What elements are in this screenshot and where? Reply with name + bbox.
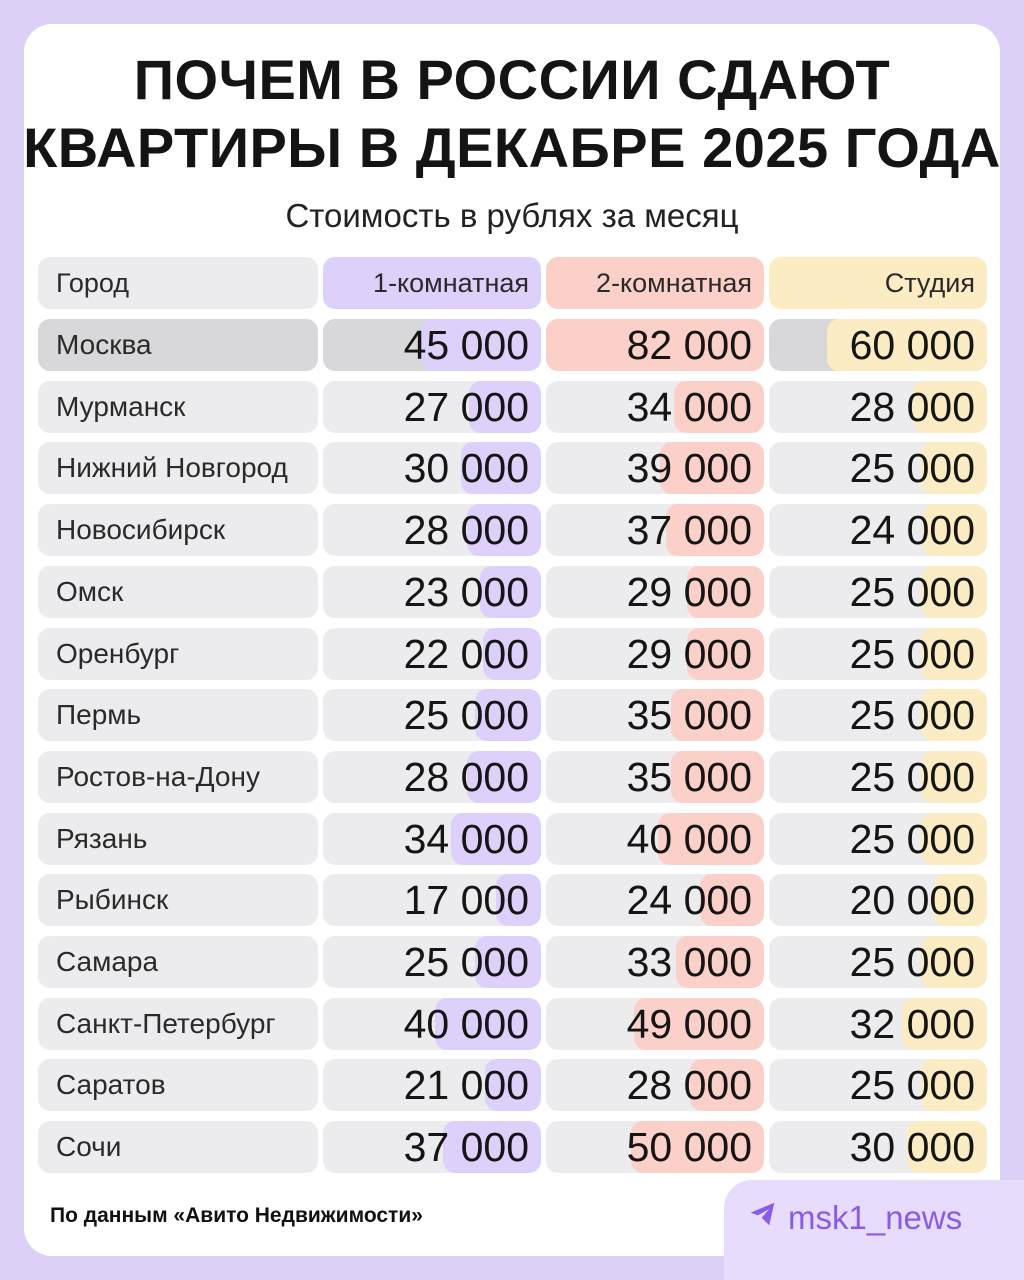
price-cell	[769, 442, 987, 494]
price-value: 49 000	[626, 1001, 752, 1047]
price-value: 17 000	[403, 877, 529, 923]
city-cell	[38, 504, 318, 556]
city-cell	[38, 381, 318, 433]
price-value: 60 000	[849, 322, 975, 368]
price-value: 30 000	[403, 445, 529, 491]
price-cell	[323, 442, 541, 494]
price-cell	[323, 566, 541, 618]
price-cell	[546, 998, 764, 1050]
price-cell	[769, 1059, 987, 1111]
price-cell	[546, 936, 764, 988]
price-cell	[769, 504, 987, 556]
price-value: 29 000	[626, 569, 752, 615]
price-cell	[323, 998, 541, 1050]
price-cell	[546, 751, 764, 803]
price-cell	[769, 751, 987, 803]
price-cell	[323, 874, 541, 926]
price-cell	[323, 1059, 541, 1111]
brand-badge[interactable]	[724, 1180, 1024, 1280]
price-value: 34 000	[403, 816, 529, 862]
title-line-2: КВАРТИРЫ В ДЕКАБРЕ 2025 ГОДА	[23, 116, 1001, 179]
city-name: Самара	[56, 946, 159, 977]
city-name: Мурманск	[56, 391, 186, 422]
city-name: Сочи	[56, 1131, 122, 1162]
price-value: 40 000	[403, 1001, 529, 1047]
price-cell	[546, 381, 764, 433]
price-cell	[769, 566, 987, 618]
price-cell	[769, 319, 987, 371]
price-cell	[546, 566, 764, 618]
price-value: 20 000	[849, 877, 975, 923]
price-cell	[769, 689, 987, 741]
price-value: 25 000	[849, 939, 975, 985]
city-name: Новосибирск	[56, 514, 226, 545]
price-value: 39 000	[626, 445, 752, 491]
price-cell	[769, 936, 987, 988]
price-value: 25 000	[849, 569, 975, 615]
price-value: 25 000	[403, 939, 529, 985]
price-cell	[323, 751, 541, 803]
price-value: 28 000	[403, 507, 529, 553]
price-cell	[323, 628, 541, 680]
city-name: Саратов	[56, 1069, 166, 1100]
telegram-icon	[748, 1199, 778, 1237]
price-value: 25 000	[849, 445, 975, 491]
city-name: Нижний Новгород	[56, 452, 288, 483]
price-cell	[546, 319, 764, 371]
price-cell	[323, 1121, 541, 1173]
price-value: 27 000	[403, 384, 529, 430]
price-value: 30 000	[849, 1124, 975, 1170]
city-cell	[38, 566, 318, 618]
city-cell	[38, 1059, 318, 1111]
price-cell	[546, 689, 764, 741]
price-value: 24 000	[626, 877, 752, 923]
price-cell	[323, 813, 541, 865]
price-value: 82 000	[626, 322, 752, 368]
city-cell	[38, 442, 318, 494]
price-value: 22 000	[403, 631, 529, 677]
price-value: 25 000	[849, 1062, 975, 1108]
price-value: 24 000	[849, 507, 975, 553]
price-cell	[546, 628, 764, 680]
price-value: 37 000	[403, 1124, 529, 1170]
price-cell	[546, 813, 764, 865]
city-cell	[38, 998, 318, 1050]
city-cell	[38, 874, 318, 926]
price-value: 28 000	[626, 1062, 752, 1108]
column-header: 1-комнатная	[323, 257, 541, 309]
price-value: 40 000	[626, 816, 752, 862]
city-cell	[38, 689, 318, 741]
page-title	[0, 46, 1024, 182]
price-cell	[323, 381, 541, 433]
price-value: 25 000	[849, 816, 975, 862]
city-cell	[38, 628, 318, 680]
price-value: 32 000	[849, 1001, 975, 1047]
price-value: 25 000	[403, 692, 529, 738]
price-cell	[769, 628, 987, 680]
city-cell	[38, 751, 318, 803]
price-value: 21 000	[403, 1062, 529, 1108]
price-cell	[323, 504, 541, 556]
city-name: Ростов-на-Дону	[56, 761, 260, 792]
price-cell	[323, 319, 541, 371]
price-cell	[769, 874, 987, 926]
price-value: 25 000	[849, 692, 975, 738]
brand-handle: msk1_news	[788, 1199, 963, 1236]
price-cell	[323, 936, 541, 988]
title-line-1: ПОЧЕМ В РОССИИ СДАЮТ	[133, 48, 891, 111]
city-name: Омск	[56, 576, 124, 607]
price-value: 23 000	[403, 569, 529, 615]
price-cell	[546, 1121, 764, 1173]
city-name: Рязань	[56, 823, 148, 854]
price-value: 50 000	[626, 1124, 752, 1170]
price-value: 25 000	[849, 754, 975, 800]
city-name: Москва	[56, 329, 152, 360]
price-cell	[546, 1059, 764, 1111]
city-name: Оренбург	[56, 638, 180, 669]
city-cell	[38, 1121, 318, 1173]
price-value: 33 000	[626, 939, 752, 985]
price-cell	[323, 689, 541, 741]
price-value: 25 000	[849, 631, 975, 677]
column-header: 2-комнатная	[546, 257, 764, 309]
price-value: 45 000	[403, 322, 529, 368]
price-value: 29 000	[626, 631, 752, 677]
price-cell	[546, 874, 764, 926]
price-cell	[769, 998, 987, 1050]
city-cell	[38, 813, 318, 865]
column-header: Город	[38, 257, 318, 309]
subtitle: Стоимость в рублях за месяц	[285, 197, 739, 234]
source-note: По данным «Авито Недвижимости»	[50, 1204, 423, 1227]
price-value: 34 000	[626, 384, 752, 430]
city-cell	[38, 936, 318, 988]
city-name: Санкт-Петербург	[56, 1008, 276, 1039]
price-cell	[769, 381, 987, 433]
column-header: Студия	[769, 257, 987, 309]
city-name: Рыбинск	[56, 884, 169, 915]
price-value: 28 000	[403, 754, 529, 800]
price-value: 37 000	[626, 507, 752, 553]
price-cell	[769, 813, 987, 865]
price-value: 35 000	[626, 754, 752, 800]
price-cell	[546, 504, 764, 556]
price-value: 28 000	[849, 384, 975, 430]
city-name: Пермь	[56, 699, 142, 730]
city-cell	[38, 319, 318, 371]
price-cell	[769, 1121, 987, 1173]
price-value: 35 000	[626, 692, 752, 738]
price-cell	[546, 442, 764, 494]
